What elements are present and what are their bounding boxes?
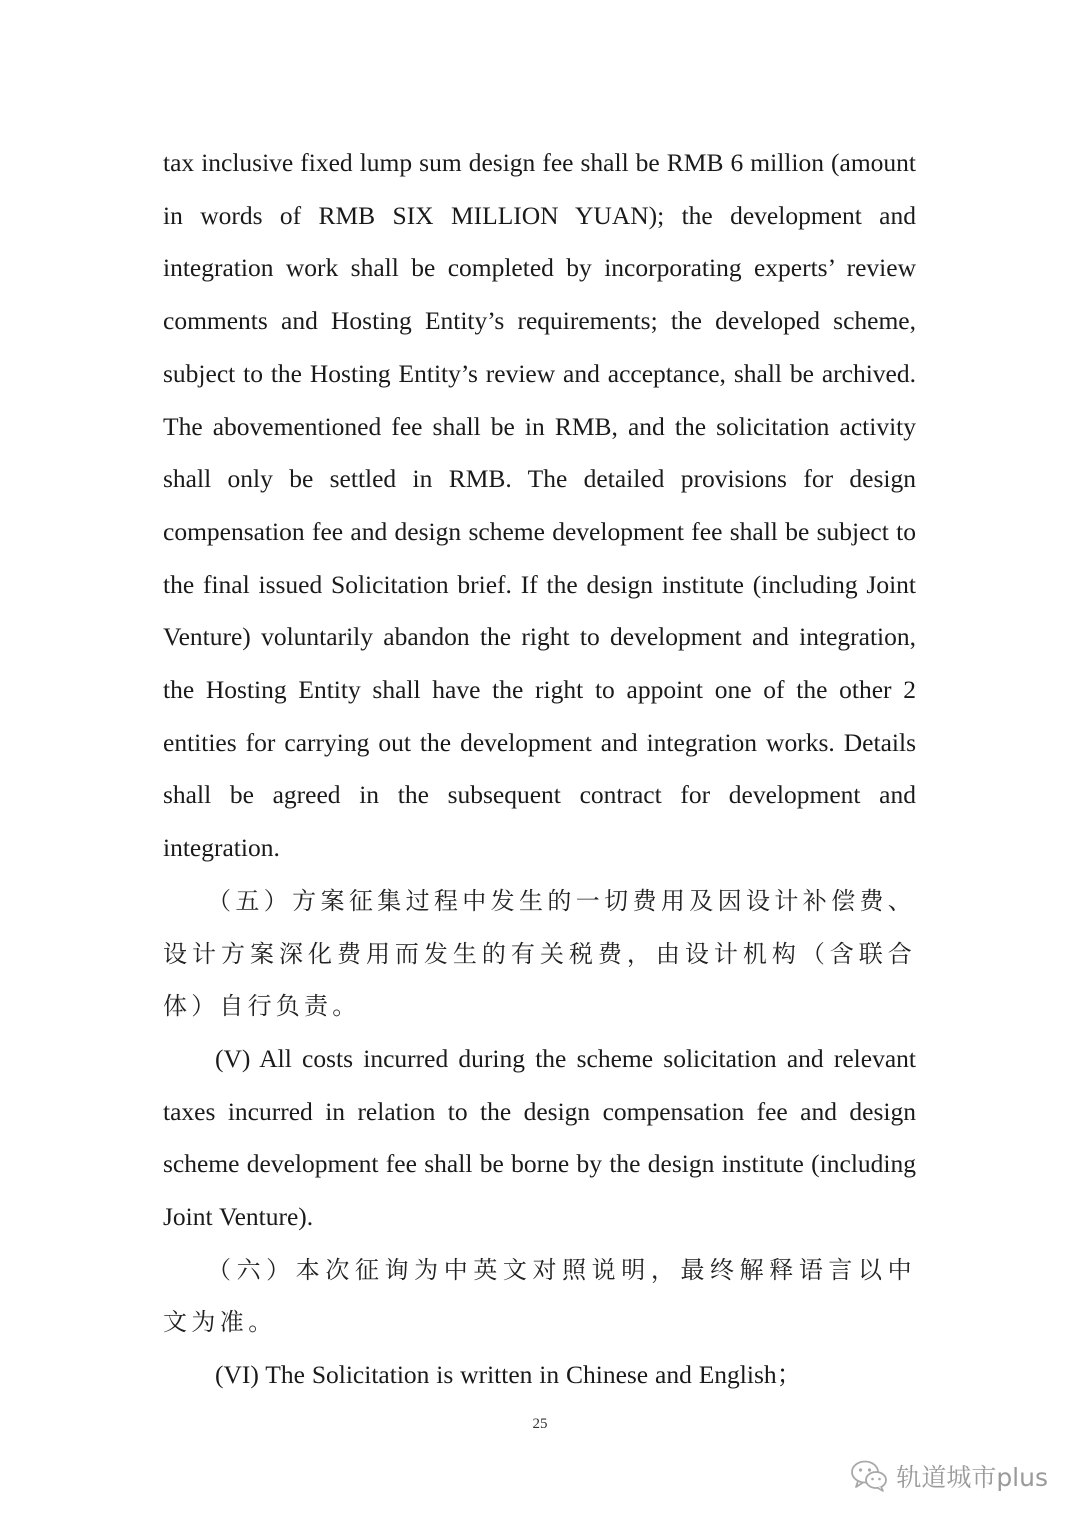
paragraph-fee-continuation: tax inclusive fixed lump sum design fee shall be RMB 6 million (amount in words of RMB SIX MILLION YUAN); the development and integration work shall be completed by incorporating experts’ review comments and Hosting Entity’s requirements; the developed scheme, subject to the Hosting Entity’s review and acceptance, shall be archived. The abovementioned fee shall be in RMB, and the solicitation activity shall only be settled in RMB. The detailed provisions for design compensation fee and design scheme development fee shall be subject to the final issued Solicitation brief. If the design institute (including Joint Venture) voluntarily abandon the right to development and integration, the Hosting Entity shall have the right to appoint one of the other 2 entities for carrying out the development and integration works. Details shall be agreed in the subsequent contract for development and integration. (163, 148, 916, 863)
watermark-text: 轨道城市plus (896, 1463, 1048, 1492)
wechat-icon (850, 1459, 888, 1493)
paragraph-zh-item-5: （五）方案征集过程中发生的一切费用及因设计补偿费、设计方案深化费用而发生的有关税费，由设计机构（含联合体）自行负责。 (163, 886, 916, 1021)
document-body (163, 137, 916, 1402)
page-number: 25 (532, 1416, 548, 1432)
paragraph-en-item-5: (V) All costs incurred during the scheme solicitation and relevant taxes incurred in relation to the design compensation fee and design scheme development fee shall be borne by the design institute (including Joint Venture). (163, 1043, 916, 1232)
paragraph-zh-item-6: （六）本次征询为中英文对照说明，最终解释语言以中文为准。 (163, 1255, 916, 1337)
paragraph-en-item-6: (VI) The Solicitation is written in Chinese and English； (215, 1360, 803, 1390)
watermark (850, 1458, 1048, 1494)
